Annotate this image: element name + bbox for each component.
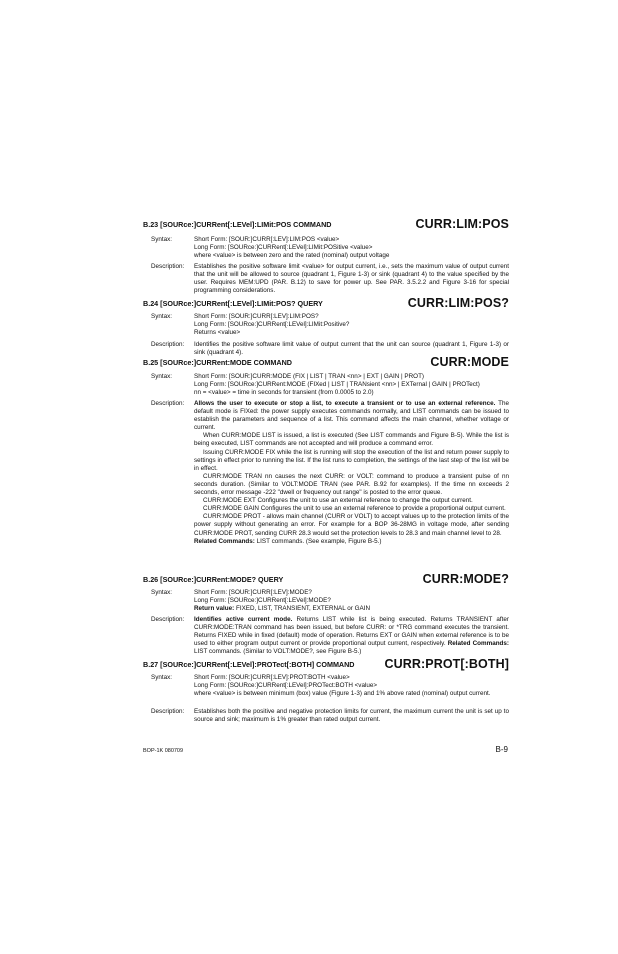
command-name: CURR:MODE <box>430 355 509 369</box>
return-label: Return value: <box>194 605 235 613</box>
related-commands <box>194 538 509 546</box>
description-lead: Identifies active current mode. <box>194 616 293 623</box>
command-name: CURR:LIM:POS? <box>407 296 509 310</box>
description-label: Description: <box>151 400 185 407</box>
syntax-line: Returns <value> <box>194 329 241 337</box>
syntax-line: Long Form: [SOURce:]CURRent[:LEVel]:LIMit:Positive? <box>194 321 350 329</box>
section-title: B.23 [SOURce:]CURRent[:LEVel]:LIMit:POS COMMAND <box>143 220 332 229</box>
description-paragraph: Issuing CURR:MODE FIX while the list is running will stop the execution of the list and return power supply to settings in effect prior to running the list. If the list runs to completion, the settings of the last step of the list will be in effect. <box>194 448 509 472</box>
syntax-text <box>194 589 509 613</box>
syntax-label: Syntax: <box>151 313 172 320</box>
section-heading <box>143 350 509 370</box>
description-paragraph: Establishes both the positive and negative protection limits for current, the maximum current the unit is set up to source and sink; maximum is 1% greater than rated output current. <box>194 708 509 724</box>
description-label: Description: <box>151 616 185 623</box>
description-text <box>194 616 509 656</box>
syntax-line: Long Form: [SOURce:]CURRent[:LEVel]:LIMit:POSitive <value> <box>194 244 373 252</box>
description-label: Description: <box>151 708 185 715</box>
syntax-line: Long Form: [SOURce:]CURRent[:LEVel]:MODE? <box>194 597 331 605</box>
syntax-text <box>194 674 509 698</box>
description-paragraph <box>194 616 509 656</box>
syntax-text <box>194 313 509 337</box>
description-paragraph <box>194 400 509 432</box>
description-paragraph: CURR:MODE EXT Configures the unit to use an external reference to change the output current. <box>203 497 473 505</box>
description-paragraph: CURR:MODE GAIN Configures the unit to use an external reference to provide a proportional output current. <box>203 505 506 513</box>
section-heading <box>143 567 509 587</box>
section-title: B.25 [SOURce:]CURRent:MODE COMMAND <box>143 358 292 367</box>
return-text: FIXED, LIST, TRANSIENT, EXTERNAL or GAIN <box>234 605 371 613</box>
related-text: LIST commands. (See example, Figure B-5.) <box>254 537 382 545</box>
description-text <box>194 708 509 724</box>
syntax-label: Syntax: <box>151 373 172 380</box>
document-id: BOP-1K 080709 <box>143 748 184 754</box>
syntax-line: Short Form: [SOUR:]CURR[:LEV]:MODE? <box>194 589 312 596</box>
description-label: Description: <box>151 263 185 270</box>
description-paragraph: CURR:MODE TRAN nn causes the next CURR: or VOLT: command to produce a transient pulse of nn seconds duration. (Similar to VOLT:MODE TRAN (see PAR. B.92 for examples). If the time nn exceeds 2 seconds, error message -222 "dwell or frequency out range" is posted to the error queue. <box>194 472 509 497</box>
syntax-text <box>194 236 509 260</box>
syntax-line: Short Form: [SOUR:]CURR:MODE (FIX | LIST | TRAN <nn> | EXT | GAIN | PROT) <box>194 373 425 380</box>
description-paragraph: CURR:MODE PROT - allows main channel (CURR or VOLT) to accept values up to the protection limits of the power supply without generating an error. For example for a BOP 36-28MG in voltage mode, after sending CURR:MODE PROT, sending CURR 28.3 would set the protection levels to 28.3 and main channel level to 28. <box>194 513 509 537</box>
syntax-line: nn = <value> = time in seconds for transient (from 0.0005 to 2.0) <box>194 389 374 397</box>
syntax-label: Syntax: <box>151 589 172 596</box>
syntax-line: Long Form: [SOURce:]CURRent:MODE (FIXed | LIST | TRANsient <nn> | EXTernal | GAIN | PROTect) <box>194 381 480 389</box>
section-title: B.24 [SOURce:]CURRent[:LEVel]:LIMit:POS? QUERY <box>143 299 323 308</box>
command-name: CURR:PROT[:BOTH] <box>384 657 509 671</box>
section-heading <box>143 291 509 311</box>
section-heading <box>143 652 509 672</box>
syntax-line: Short Form: [SOUR:]CURR[:LEV]:PROT:BOTH <value> <box>194 674 350 681</box>
related-label: Related Commands: <box>194 537 255 545</box>
description-text <box>194 400 509 546</box>
related-text: LIST commands. (Similar to VOLT:MODE?, see Figure B-5.) <box>194 648 362 656</box>
description-paragraph: Establishes the positive software limit <value> for output current, i.e., sets the maximum value of output current that the unit will be allowed to source (quadrant 1, Figure 1-3) or sink (quadrant 4) to the value specified by the user. Requires MEM:UPD (PAR. B.12) to save for power up. See PAR. 3.5.2.2 and Figure 3-16 for special programming considerations. <box>194 263 509 295</box>
syntax-label: Syntax: <box>151 236 172 243</box>
syntax-label: Syntax: <box>151 674 172 681</box>
description-paragraph: When CURR:MODE LIST is issued, a list is executed (See LIST commands and Figure B-5). While the list is being executed, LIST commands are not accepted and will produce a command error. <box>194 432 509 448</box>
section-title: B.27 [SOURce:]CURRent[:LEVel]:PROTect[:BOTH] COMMAND <box>143 660 355 669</box>
description-lead: Allows the user to execute or stop a list, to execute a transient or to use an external reference. <box>194 400 496 407</box>
description-rest: The default mode is FIXed: the power supply executes commands normally, and LIST commands can be issued to establish the parameters and sequence of a list. This command affects the main channel, whether voltage or current. <box>194 400 509 432</box>
return-value <box>194 605 509 613</box>
command-name: CURR:LIM:POS <box>415 217 509 231</box>
syntax-line: where <value> is between zero and the rated (nominal) output voltage <box>194 252 390 260</box>
syntax-line: Short Form: [SOUR:]CURR[:LEV]:LIM:POS? <box>194 313 319 320</box>
syntax-text <box>194 373 509 397</box>
command-name: CURR:MODE? <box>422 572 509 586</box>
related-label: Related Commands: <box>447 640 510 648</box>
syntax-line: Long Form: [SOURce:]CURRent[:LEVel]:PROTect:BOTH <value> <box>194 682 378 690</box>
page-number: B-9 <box>495 745 508 754</box>
section-heading <box>143 212 509 232</box>
description-label: Description: <box>151 341 185 348</box>
syntax-line: where <value> is between minimum (box) value (Figure 1-3) and 1% above rated (nominal) output current. <box>194 690 491 698</box>
description-rest: Returns LIST while list is being executed. Returns TRANSIENT after CURR:MODE:TRAN command has been issued, but before CURR: or *TRG command executes the transient. Returns FIXED while in fixed (default) mode of operation. Returns EXT or GAIN when external reference is to be used to either program output current or provide proportional output current, respectively. <box>194 616 510 648</box>
syntax-line: Short Form: [SOUR:]CURR[:LEV]:LIM:POS <value> <box>194 236 340 243</box>
section-title: B.26 [SOURce:]CURRent:MODE? QUERY <box>143 575 284 584</box>
description-paragraph: Identifies the positive software limit value of output current that the unit can source (quadrant 1, Figure 1-3) or sink (quadrant 4). <box>194 341 509 357</box>
